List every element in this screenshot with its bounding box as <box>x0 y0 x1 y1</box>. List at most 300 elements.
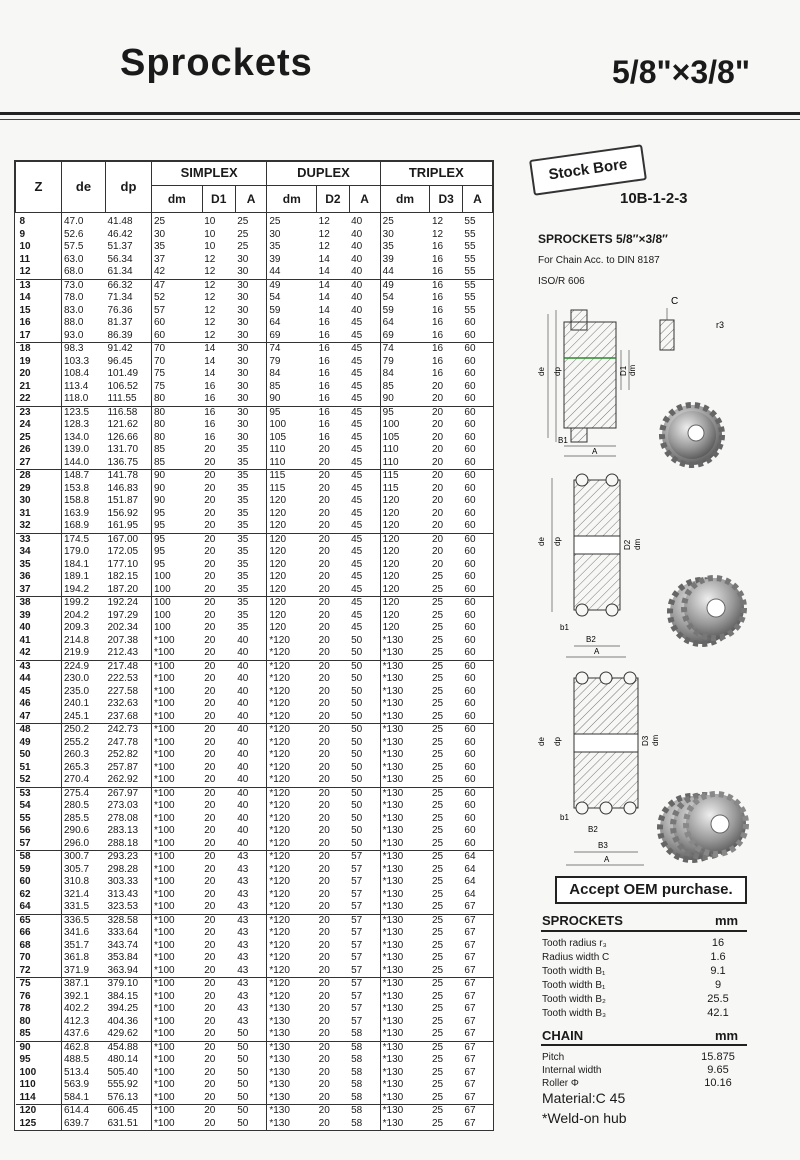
table-cell: 300.7 <box>62 851 106 864</box>
table-cell: 20 <box>318 1079 330 1090</box>
table-cell: 73.0 <box>62 279 106 292</box>
table-cell: 90 <box>154 482 166 494</box>
table-cell: 70 <box>152 343 203 356</box>
table-cell: 40 <box>235 774 267 787</box>
table-cell: 16 <box>431 304 444 316</box>
table-cell: 45 <box>349 559 380 572</box>
table-cell: 25 <box>431 761 444 773</box>
table-cell: 151.87 <box>106 495 152 508</box>
table-cell: 45 <box>349 356 380 369</box>
property-label: Tooth width B₁ <box>542 980 606 991</box>
table-cell: 20 <box>431 482 444 494</box>
table-cell: 14 <box>204 355 216 367</box>
table-cell: 55 <box>464 228 476 240</box>
table-cell: 25 <box>431 1003 444 1014</box>
table-cell: 72 <box>16 965 62 978</box>
table-cell: 120 <box>382 495 400 506</box>
table-row <box>16 432 493 445</box>
table-row <box>16 356 493 369</box>
table-cell: 184.1 <box>64 558 90 570</box>
table-cell: 262.92 <box>106 774 152 787</box>
table-cell: 110 <box>382 444 399 455</box>
table-cell: *130 <box>382 1117 404 1129</box>
table-cell: 60 <box>16 876 62 889</box>
table-cell: 69 <box>269 329 281 341</box>
table-cell: 12 <box>202 279 235 292</box>
table-cell: 50 <box>349 635 380 648</box>
table-cell: 60 <box>464 609 476 621</box>
table-cell: 50 <box>349 774 380 787</box>
table-cell: 20 <box>318 698 330 709</box>
table-cell: *100 <box>152 660 203 673</box>
table-cell: 12 <box>204 266 216 277</box>
table-cell: 25 <box>16 432 62 445</box>
table-cell: 20 <box>317 597 349 610</box>
table-row <box>16 305 493 318</box>
property-value: 42.1 <box>707 1007 729 1019</box>
table-cell: 55 <box>464 304 476 316</box>
table-cell: *120 <box>269 837 290 849</box>
table-cell: 95 <box>152 533 203 546</box>
table-cell: 120 <box>380 597 430 610</box>
table-cell: *120 <box>267 660 317 673</box>
table-cell: 232.63 <box>106 698 152 711</box>
table-cell: *100 <box>152 1041 203 1054</box>
table-cell: 10 <box>204 228 216 240</box>
table-row <box>16 213 493 229</box>
table-cell: 23 <box>16 406 62 419</box>
sprockets-section-title: SPROCKETS <box>542 913 623 928</box>
table-cell: 60 <box>464 837 476 849</box>
table-cell: *130 <box>269 1028 290 1039</box>
table-cell: 45 <box>349 610 380 623</box>
table-cell: 16 <box>16 317 62 330</box>
table-cell: 12 <box>204 317 216 328</box>
table-row <box>16 965 493 978</box>
table-cell: *130 <box>382 1003 404 1014</box>
table-cell: 174.5 <box>62 533 106 546</box>
table-cell: 43 <box>16 660 62 673</box>
table-cell: 224.9 <box>62 660 106 673</box>
table-row <box>16 1118 493 1131</box>
table-row <box>16 813 493 826</box>
table-cell: 20 <box>318 685 330 697</box>
table-cell: 20 <box>202 978 235 991</box>
table-cell: 57 <box>349 889 380 902</box>
table-row <box>16 317 493 330</box>
table-cell: 45 <box>349 317 380 330</box>
table-cell: *130 <box>267 1105 317 1118</box>
simplex-d1-header: D1 <box>202 186 235 213</box>
table-cell: *100 <box>154 1015 175 1027</box>
table-cell: 51 <box>16 762 62 775</box>
table-row <box>16 901 493 914</box>
table-cell: *130 <box>382 939 404 951</box>
table-cell: 120 <box>382 558 400 570</box>
table-cell: 45 <box>349 622 380 635</box>
table-cell: 50 <box>349 660 380 673</box>
table-cell: 67 <box>464 1066 476 1078</box>
table-cell: 146.83 <box>106 483 152 496</box>
property-label: Radius width C <box>542 952 610 963</box>
table-cell: 379.10 <box>106 978 152 991</box>
table-cell: *130 <box>382 647 404 658</box>
table-cell: 57 <box>349 876 380 889</box>
table-cell: 563.9 <box>64 1079 90 1090</box>
table-cell: *100 <box>154 825 175 836</box>
table-cell: 242.73 <box>106 724 152 737</box>
table-cell: 100 <box>154 583 171 595</box>
table-cell: 50 <box>235 1079 267 1092</box>
stock-bore-stamp: Stock Bore <box>529 144 647 196</box>
table-cell: 20 <box>318 507 330 519</box>
table-cell: 20 <box>318 876 330 887</box>
table-cell: 60 <box>464 546 476 557</box>
table-cell: 32 <box>16 520 62 533</box>
table-cell: 45 <box>349 571 380 584</box>
table-cell: 20 <box>318 837 330 849</box>
table-cell: 106.52 <box>106 381 152 394</box>
table-cell: 46 <box>16 698 62 711</box>
property-value: 25.5 <box>707 993 729 1005</box>
table-cell: *120 <box>267 787 317 800</box>
table-cell: 60 <box>464 749 476 760</box>
table-cell: 115 <box>269 482 286 494</box>
table-cell: 60 <box>464 673 476 684</box>
table-cell: 606.45 <box>106 1105 152 1118</box>
table-cell: 25 <box>431 863 444 875</box>
table-cell: *120 <box>269 673 290 684</box>
table-cell: *130 <box>382 888 404 900</box>
table-cell: 70 <box>154 355 166 367</box>
table-cell: 45 <box>349 432 380 445</box>
table-cell: 66.32 <box>106 279 152 292</box>
table-cell: 384.15 <box>106 991 152 1004</box>
table-cell: 67 <box>462 914 492 927</box>
table-row <box>16 1016 493 1029</box>
table-cell: 120 <box>382 571 400 582</box>
table-cell: 91.42 <box>106 343 152 356</box>
table-cell: 392.1 <box>64 990 90 1002</box>
table-cell: 60 <box>154 317 166 328</box>
table-cell: 20 <box>204 583 216 595</box>
table-cell: 45 <box>349 444 380 457</box>
table-cell: *130 <box>382 800 404 811</box>
table-cell: 118.0 <box>64 393 89 404</box>
table-row <box>16 1054 493 1067</box>
table-cell: 12 <box>318 216 330 227</box>
table-cell: 139.0 <box>64 444 90 455</box>
table-cell: *130 <box>382 1015 404 1027</box>
table-cell: 20 <box>204 710 216 722</box>
table-cell: 30 <box>235 266 267 279</box>
table-cell: 120 <box>380 533 430 546</box>
table-cell: 141.78 <box>106 470 152 483</box>
table-cell: 35 <box>235 495 267 508</box>
table-cell: 40 <box>235 724 267 737</box>
table-row <box>16 279 493 292</box>
table-cell: 25 <box>235 213 267 229</box>
table-cell: 20 <box>318 456 330 468</box>
table-cell: *100 <box>152 914 203 927</box>
table-cell: 10 <box>16 241 62 254</box>
table-cell: 49 <box>267 279 317 292</box>
table-cell: 16 <box>317 406 349 419</box>
table-cell: 16 <box>431 253 444 265</box>
table-cell: 80 <box>152 406 203 419</box>
table-cell: *120 <box>269 927 290 938</box>
table-cell: 60 <box>464 507 476 519</box>
table-cell: 20 <box>318 647 330 658</box>
table-cell: 43 <box>235 1016 267 1029</box>
table-cell: 16 <box>204 393 216 404</box>
table-cell: 20 <box>204 749 216 760</box>
table-cell: 40 <box>349 229 380 242</box>
simplex-section-diagram <box>537 296 724 465</box>
table-cell: 50 <box>349 673 380 686</box>
table-cell: 179.0 <box>64 546 90 557</box>
table-cell: 20 <box>318 495 330 506</box>
table-cell: 100 <box>269 419 287 430</box>
table-cell: *100 <box>154 1003 175 1014</box>
table-cell: 25 <box>431 736 444 748</box>
table-cell: *100 <box>154 990 175 1002</box>
table-cell: 120 <box>382 546 400 557</box>
table-cell: 20 <box>204 939 216 951</box>
table-cell: 85 <box>269 380 281 392</box>
table-cell: 18 <box>16 343 62 356</box>
table-cell: 45 <box>349 597 380 610</box>
table-cell: 35 <box>235 520 267 533</box>
table-cell: *130 <box>382 863 404 875</box>
table-cell: 66 <box>16 927 62 940</box>
table-row <box>16 952 493 965</box>
table-cell: 67 <box>462 978 492 991</box>
table-cell: 25 <box>269 216 281 227</box>
table-cell: 120 <box>269 558 287 570</box>
table-cell: 25 <box>430 851 462 864</box>
table-row <box>16 1092 493 1105</box>
table-cell: 45 <box>349 508 380 521</box>
table-cell: 120 <box>269 546 287 557</box>
table-row <box>16 559 493 572</box>
table-cell: 20 <box>204 1091 216 1103</box>
property-value: 9.65 <box>707 1064 729 1076</box>
table-cell: 313.43 <box>106 889 152 902</box>
table-cell: 75 <box>154 368 166 379</box>
table-cell: 43 <box>235 876 267 889</box>
table-cell: 74 <box>267 343 317 356</box>
table-cell: 202.34 <box>106 622 152 635</box>
table-cell: 60 <box>464 583 476 595</box>
duplex-section-diagram <box>537 474 744 657</box>
table-cell: *100 <box>154 1028 175 1039</box>
table-cell: 12 <box>204 304 216 316</box>
table-row <box>16 330 493 343</box>
table-cell: 25 <box>430 660 462 673</box>
table-row <box>16 647 493 660</box>
table-cell: 331.5 <box>64 901 90 912</box>
iso-standard: ISO/R 606 <box>538 276 585 287</box>
table-row <box>16 444 493 457</box>
table-cell: 275.4 <box>62 787 106 800</box>
table-cell: 58 <box>349 1118 380 1131</box>
label-dp-1: dp <box>553 367 562 376</box>
table-cell: 20 <box>317 724 349 737</box>
table-cell: *100 <box>154 876 175 887</box>
table-cell: 103.3 <box>64 355 90 367</box>
table-row <box>16 1041 493 1054</box>
table-row <box>16 800 493 813</box>
table-cell: *100 <box>152 724 203 737</box>
duplex-dm-header: dm <box>267 186 317 213</box>
table-cell: 20 <box>431 456 444 468</box>
table-cell: 336.5 <box>62 914 106 927</box>
table-cell: 40 <box>349 213 380 229</box>
label-dm-1: dm <box>628 364 637 376</box>
table-cell: 75 <box>154 380 166 392</box>
table-cell: *100 <box>154 863 175 875</box>
table-cell: 120 <box>382 520 400 531</box>
table-cell: 78.0 <box>64 292 84 303</box>
table-cell: 50 <box>16 749 62 762</box>
oem-banner: Accept OEM purchase. <box>555 876 747 904</box>
label-dp-2: dp <box>553 537 562 546</box>
table-cell: 120 <box>269 571 287 582</box>
table-cell: 16 <box>431 355 444 367</box>
table-row <box>16 698 493 711</box>
col-de-label: de <box>75 178 92 194</box>
table-cell: 58 <box>349 1028 380 1041</box>
table-cell: 158.8 <box>64 495 90 506</box>
table-row <box>16 610 493 623</box>
table-cell: 20 <box>318 736 330 748</box>
table-cell: 120 <box>382 507 400 519</box>
table-cell: 12 <box>204 292 216 303</box>
table-cell: 35 <box>235 597 267 610</box>
table-cell: 20 <box>204 673 216 684</box>
table-cell: 40 <box>16 622 62 635</box>
table-cell: 60 <box>464 774 476 785</box>
triplex-section-diagram <box>537 672 746 865</box>
table-cell: 34 <box>16 546 62 559</box>
group-triplex: TRIPLEX <box>380 162 492 186</box>
table-cell: *100 <box>154 634 175 646</box>
table-cell: *100 <box>152 978 203 991</box>
table-cell: *130 <box>382 825 404 836</box>
table-cell: 144.0 <box>64 456 90 468</box>
table-cell: *130 <box>380 787 430 800</box>
table-cell: 10 <box>204 216 216 227</box>
table-cell: 74 <box>380 343 430 356</box>
table-cell: 20 <box>431 419 444 430</box>
table-cell: 55 <box>464 216 476 227</box>
table-cell: 60 <box>464 482 476 494</box>
table-row <box>16 940 493 953</box>
table-cell: 20 <box>318 634 330 646</box>
table-cell: 95 <box>154 520 166 531</box>
table-cell: *100 <box>154 1079 175 1090</box>
table-cell: 20 <box>202 533 235 546</box>
table-cell: *120 <box>267 724 317 737</box>
table-cell: *120 <box>269 952 290 963</box>
table-cell: 25 <box>431 952 444 963</box>
table-cell: 115 <box>380 470 430 483</box>
table-cell: 46.42 <box>106 229 152 242</box>
table-cell: 20 <box>318 927 330 938</box>
table-cell: *130 <box>382 710 404 722</box>
table-cell: *130 <box>382 927 404 938</box>
label-a-1: A <box>592 447 598 456</box>
table-cell: 84 <box>269 368 281 379</box>
table-cell: 323.53 <box>106 901 152 914</box>
table-cell: 60 <box>464 634 476 646</box>
table-cell: 9 <box>16 229 62 242</box>
property-label: Internal width <box>542 1065 602 1076</box>
table-cell: 343.74 <box>106 940 152 953</box>
table-cell: 116.58 <box>106 406 152 419</box>
table-cell: 20 <box>204 800 216 811</box>
table-cell: *100 <box>154 749 175 760</box>
table-cell: 90 <box>269 393 281 404</box>
label-de-3: de <box>537 737 546 746</box>
table-cell: 51.37 <box>106 241 152 254</box>
table-cell: *130 <box>382 1079 404 1090</box>
table-cell: 20 <box>318 812 330 824</box>
table-cell: 45 <box>349 495 380 508</box>
table-cell: 43 <box>235 901 267 914</box>
table-cell: 207.38 <box>106 635 152 648</box>
table-cell: 14 <box>318 266 330 277</box>
table-cell: 13 <box>16 279 62 292</box>
table-cell: 45 <box>16 686 62 699</box>
table-cell: 50 <box>349 813 380 826</box>
table-cell: 110 <box>16 1079 62 1092</box>
table-cell: 136.75 <box>106 457 152 470</box>
table-cell: 25 <box>431 749 444 760</box>
table-cell: *120 <box>269 634 290 646</box>
table-cell: 19 <box>16 356 62 369</box>
table-cell: 40 <box>349 305 380 318</box>
table-cell: 20 <box>318 800 330 811</box>
table-cell: 25 <box>431 673 444 684</box>
table-cell: 57 <box>349 978 380 991</box>
table-cell: 50 <box>235 1041 267 1054</box>
table-cell: 20 <box>202 851 235 864</box>
table-cell: 58 <box>349 1079 380 1092</box>
table-cell: 40 <box>235 813 267 826</box>
table-cell: 25 <box>431 1028 444 1039</box>
table-cell: 60 <box>464 812 476 824</box>
table-cell: *130 <box>382 1054 404 1065</box>
table-cell: 57 <box>349 1016 380 1029</box>
table-cell: 20 <box>317 470 349 483</box>
table-cell: 219.9 <box>64 647 90 658</box>
table-cell: 16 <box>317 343 349 356</box>
table-cell: 20 <box>317 851 349 864</box>
table-cell: 20 <box>204 558 216 570</box>
table-cell: 86.39 <box>106 330 152 343</box>
table-cell: 45 <box>349 533 380 546</box>
simplex-dm-header: dm <box>152 186 203 213</box>
table-cell: *130 <box>380 1105 430 1118</box>
table-cell: 35 <box>235 483 267 496</box>
table-cell: 245.1 <box>64 710 90 722</box>
header-rule-thin <box>0 119 800 120</box>
table-cell: *130 <box>269 1117 290 1129</box>
table-cell: 49 <box>16 737 62 750</box>
table-cell: 194.2 <box>64 583 90 595</box>
